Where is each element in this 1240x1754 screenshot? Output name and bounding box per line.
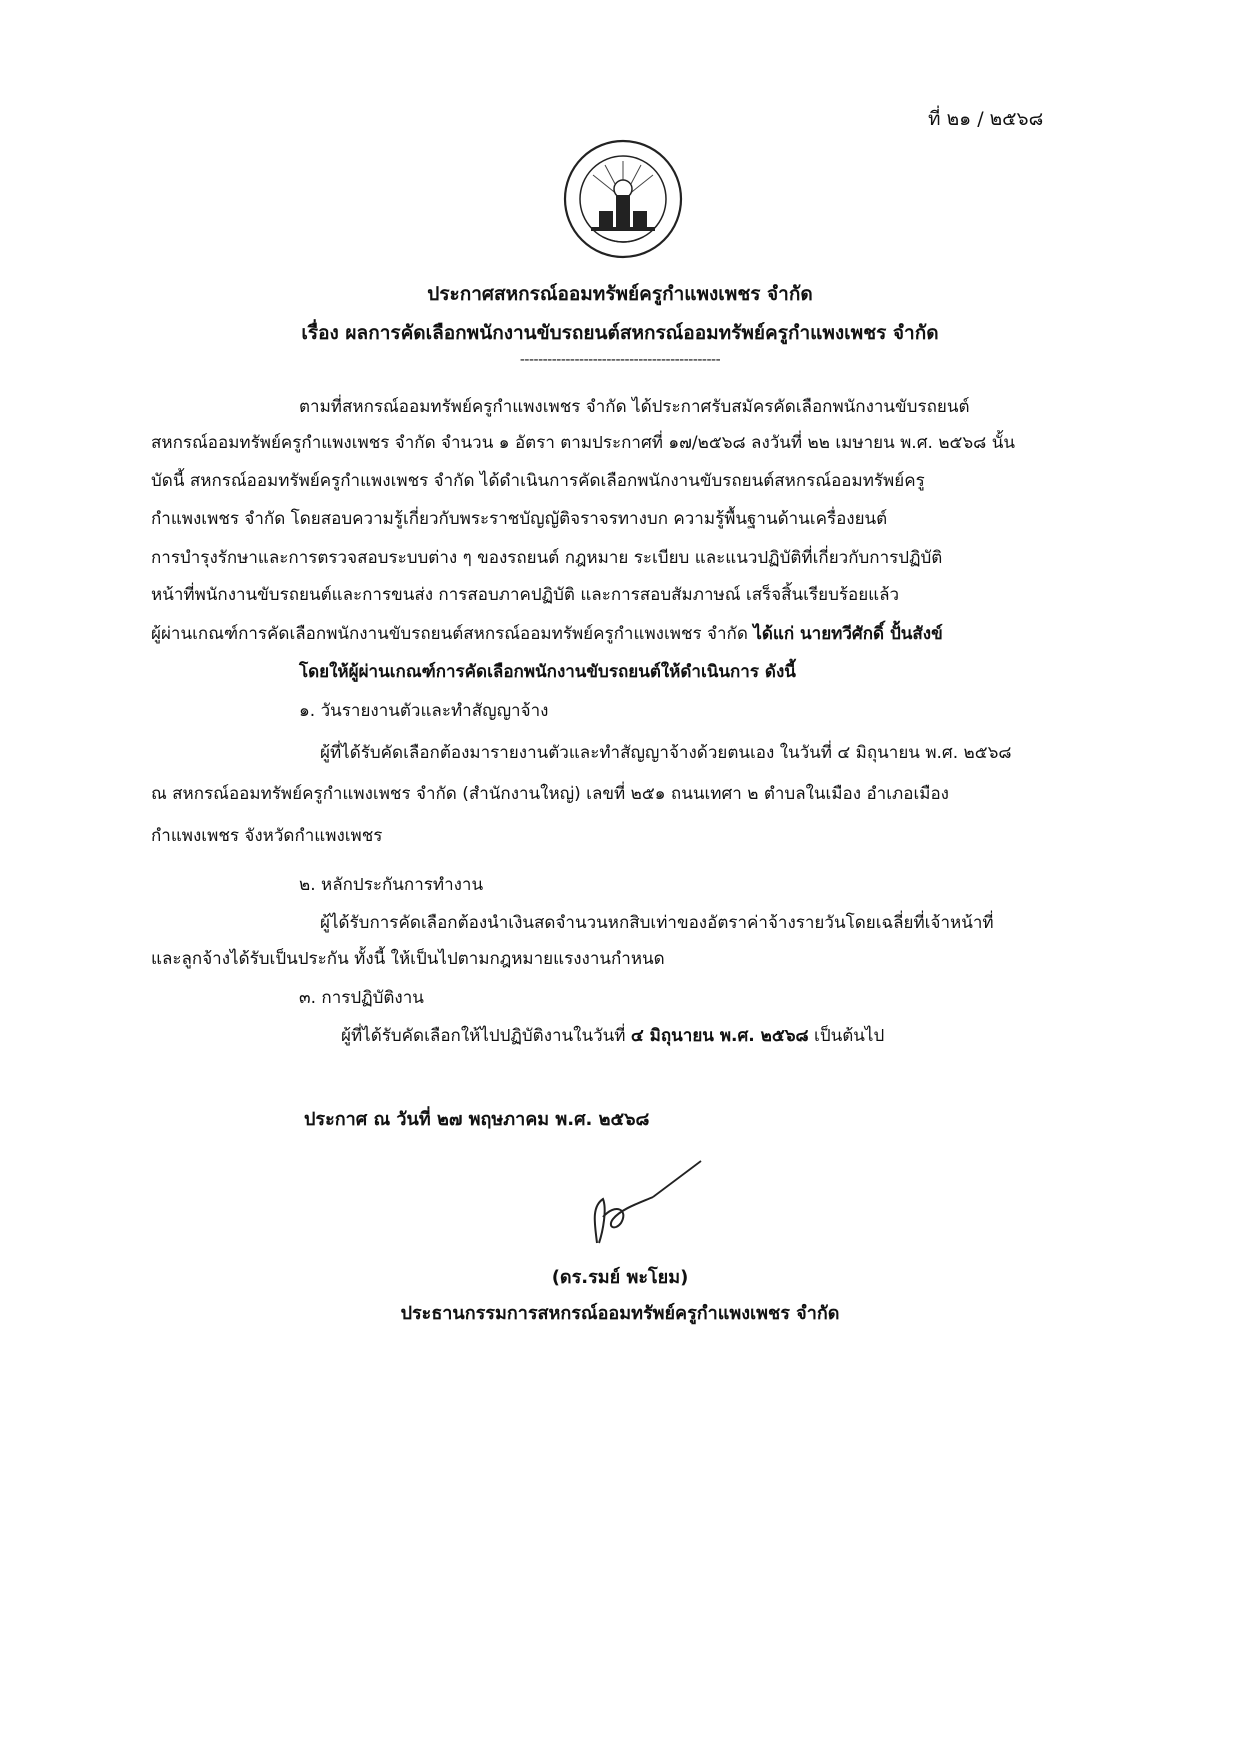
announcement-title: ประกาศสหกรณ์ออมทรัพย์ครูกำแพงเพชร จำกัด	[427, 283, 813, 305]
signature	[585, 1147, 715, 1257]
item-1-title: ๑. วันรายงานตัวและทำสัญญาจ้าง	[299, 701, 549, 721]
body-line: สหกรณ์ออมทรัพย์ครูกำแพงเพชร จำกัด จำนวน ๑ อัตรา ตามประกาศที่ ๑๗/๒๕๖๘ ลงวันที่ ๒๒ เมษายน พ.ศ. ๒๕๖๘ นั้น	[151, 433, 1015, 453]
result-prefix: ผู้ผ่านเกณฑ์การคัดเลือกพนักงานขับรถยนต์สหกรณ์ออมทรัพย์ครูกำแพงเพชร จำกัด	[151, 624, 748, 644]
item-3-title: ๓. การปฏิบัติงาน	[299, 988, 424, 1008]
item-1-line: กำแพงเพชร จังหวัดกำแพงเพชร	[151, 826, 383, 846]
cooperative-seal	[561, 137, 685, 261]
announcement-date: ประกาศ ณ วันที่ ๒๗ พฤษภาคม พ.ศ. ๒๕๖๘	[304, 1109, 650, 1130]
body-line: หน้าที่พนักงานขับรถยนต์และการขนส่ง การสอบภาคปฏิบัติ และการสอบสัมภาษณ์ เสร็จสิ้นเรียบร้อยแล้ว	[151, 585, 900, 605]
result-instruction: โดยให้ผู้ผ่านเกณฑ์การคัดเลือกพนักงานขับรถยนต์ให้ดำเนินการ ดังนี้	[299, 662, 796, 682]
body-line: กำแพงเพชร จำกัด โดยสอบความรู้เกี่ยวกับพระราชบัญญัติจราจรทางบก ความรู้พื้นฐานด้านเครื่องยนต์	[151, 509, 888, 529]
body-line: บัดนี้ สหกรณ์ออมทรัพย์ครูกำแพงเพชร จำกัด ได้ดำเนินการคัดเลือกพนักงานขับรถยนต์สหกรณ์ออมทรัพย์ครู	[151, 471, 925, 491]
item-1-line: ผู้ที่ได้รับคัดเลือกต้องมารายงานตัวและทำสัญญาจ้างด้วยตนเอง ในวันที่ ๔ มิถุนายน พ.ศ. ๒๕๖๘	[320, 743, 1012, 763]
document-number: ที่ ๒๑ / ๒๕๖๘	[928, 108, 1044, 130]
item-3-suffix: เป็นต้นไป	[814, 1026, 885, 1046]
item-2-title: ๒. หลักประกันการทำงาน	[299, 875, 484, 895]
item-1-line: ณ สหกรณ์ออมทรัพย์ครูกำแพงเพชร จำกัด (สำนักงานใหญ่) เลขที่ ๒๕๑ ถนนเทศา ๒ ตำบลในเมือง อำเภอเมือง	[151, 784, 949, 804]
selected-candidate: ได้แก่ นายทวีศักดิ์ ปั้นสังข์	[753, 624, 943, 644]
announcement-subject: เรื่อง ผลการคัดเลือกพนักงานขับรถยนต์สหกรณ์ออมทรัพย์ครูกำแพงเพชร จำกัด	[301, 322, 939, 344]
item-3-date: ๔ มิถุนายน พ.ศ. ๒๕๖๘	[630, 1026, 809, 1046]
signer-name: (ดร.รมย์ พะโยม)	[551, 1267, 689, 1288]
item-3-prefix: ผู้ที่ได้รับคัดเลือกให้ไปปฏิบัติงานในวันที่	[341, 1026, 626, 1046]
body-line: ตามที่สหกรณ์ออมทรัพย์ครูกำแพงเพชร จำกัด ได้ประกาศรับสมัครคัดเลือกพนักงานขับรถยนต์	[299, 397, 970, 417]
title-separator: --------------------------------------------	[519, 352, 721, 368]
body-line: การบำรุงรักษาและการตรวจสอบระบบต่าง ๆ ของรถยนต์ กฎหมาย ระเบียบ และแนวปฏิบัติที่เกี่ยวกับการปฏิบัติ	[151, 548, 943, 568]
result-line	[151, 620, 943, 647]
item-3-line	[341, 1022, 884, 1049]
item-2-line: ผู้ได้รับการคัดเลือกต้องนำเงินสดจำนวนหกสิบเท่าของอัตราค่าจ้างรายวันโดยเฉลี่ยที่เจ้าหน้าที่	[320, 913, 994, 933]
signer-title: ประธานกรรมการสหกรณ์ออมทรัพย์ครูกำแพงเพชร จำกัด	[400, 1303, 840, 1324]
item-2-line: และลูกจ้างได้รับเป็นประกัน ทั้งนี้ ให้เป็นไปตามกฎหมายแรงงานกำหนด	[151, 949, 665, 969]
